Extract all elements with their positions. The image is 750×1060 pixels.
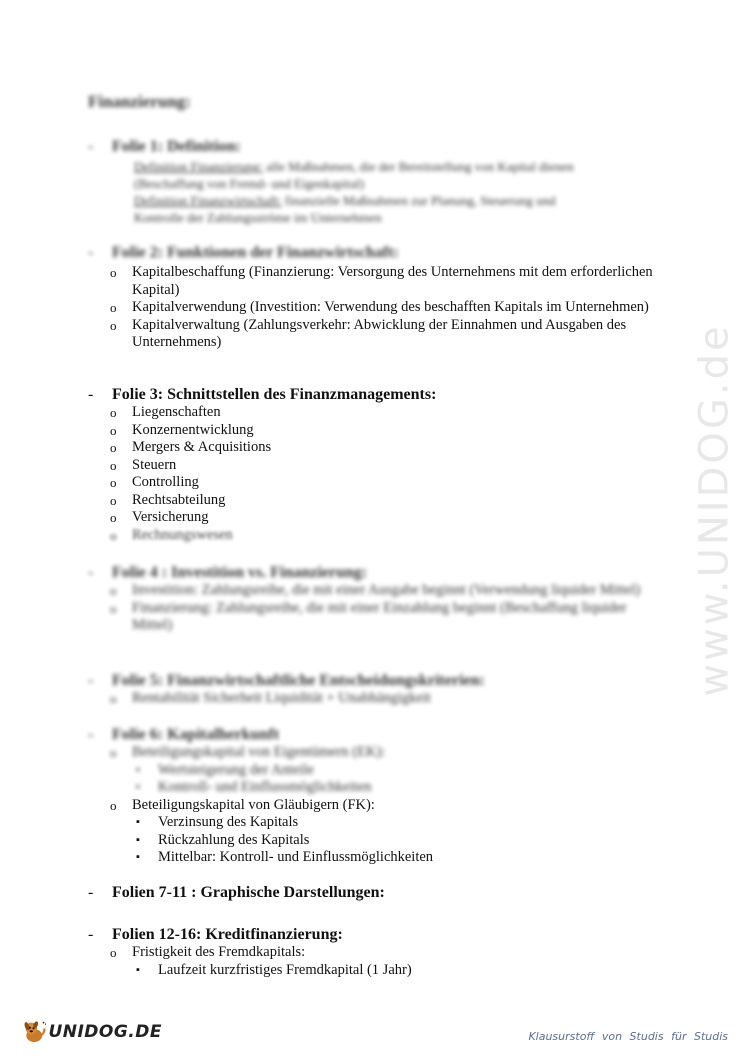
list-item: o Versicherung xyxy=(110,509,209,525)
list-item: o Controlling xyxy=(110,474,199,490)
list-item: o Finanzierung: Zahlungsreihe, die mit einer Einzahlung beginnt (Beschaffung liquider Mittel) xyxy=(110,599,627,633)
list-item: o Kapitalverwendung (Investition: Verwendung des beschafften Kapitals im Unternehmen) xyxy=(110,299,649,315)
section-folien-12-16 xyxy=(88,926,668,979)
section-folien-7-11 xyxy=(88,884,668,902)
list-item: o Konzernentwicklung xyxy=(110,421,254,438)
section-folie-4 xyxy=(88,564,668,635)
list-item: o Kapitalverwaltung (Zahlungsverkehr: Abwicklung der Einnahmen und Ausgaben des Unternehmens) xyxy=(110,316,627,350)
definition-line: Definition Finanzwirtschaft: finanzielle Maßnahmen zur Planung, Steuerung und xyxy=(134,193,556,208)
section-heading: - Folie 5: Finanzwirtschaftliche Entscheidungskriterien: xyxy=(88,672,485,689)
section-folie-5 xyxy=(88,672,668,708)
sub-list-item: ▪ Laufzeit kurzfristiges Fremdkapital (1 Jahr) xyxy=(136,961,412,978)
list-item: o Investition: Zahlungsreihe, die mit einer Ausgabe beginnt (Verwendung liquider Mittel) xyxy=(110,582,641,598)
list-item: o Mergers & Acquisitions xyxy=(110,439,272,455)
section-heading: - Folie 6: Kapitalherkunft xyxy=(88,726,280,743)
document-title: Finanzierung: xyxy=(88,92,191,111)
watermark: www.UNIDOG.de xyxy=(692,323,738,697)
list-item: o Rentabilität Sicherheit Liquidität + Unabhängigkeit xyxy=(110,690,431,706)
section-folie-6 xyxy=(88,726,668,867)
sub-list-item: ▪ Mittelbar: Kontroll- und Einflussmöglichkeiten xyxy=(136,849,434,865)
list-item: o Beteiligungskapital von Eigentümern (EK): ▪ Wertsteigerung der Anteile ▪ Kontroll- und Einflussmöglichkeiten xyxy=(88,744,668,797)
section-heading: - Folien 7-11 : Graphische Darstellungen: xyxy=(88,884,385,901)
list-item: o Fristigkeit des Fremdkapitals: ▪ Laufzeit kurzfristiges Fremdkapital (1 Jahr) xyxy=(88,944,668,979)
sub-list-item: ▪ Wertsteigerung der Anteile xyxy=(136,761,314,778)
section-heading: - Folie 2: Funktionen der Finanzwirtschaft: xyxy=(88,244,399,261)
section-heading: - Folie 4 : Investition vs. Finanzierung: xyxy=(88,564,368,581)
sub-list-item: ▪ Rückzahlung des Kapitals xyxy=(136,831,310,848)
list-item: o Liegenschaften xyxy=(110,404,221,420)
list-item: o Rechnungswesen xyxy=(110,526,233,543)
section-folie-1 xyxy=(88,138,668,226)
dog-icon xyxy=(22,1015,46,1049)
list-item: o Rechtsabteilung xyxy=(110,491,226,508)
footer-logo[interactable] xyxy=(22,1014,162,1050)
sub-list-item: ▪ Kontroll- und Einflussmöglichkeiten xyxy=(136,779,372,795)
definition-line: (Beschaffung von Fremd- und Eigenkapital) xyxy=(134,176,365,191)
logo-text: UNIDOG.DE xyxy=(48,1022,162,1042)
section-heading: - Folie 3: Schnittstellen des Finanzmanagements: xyxy=(88,386,437,403)
section-folie-3 xyxy=(88,386,668,544)
sub-list-item: ▪ Verzinsung des Kapitals xyxy=(136,814,299,830)
section-heading: - Folien 12-16: Kreditfinanzierung: xyxy=(88,926,343,943)
list-item: o Steuern xyxy=(110,456,177,473)
list-item: o Kapitalbeschaffung (Finanzierung: Versorgung des Unternehmens mit dem erforderlichen Kapital) xyxy=(110,264,653,298)
list-item: o Beteiligungskapital von Gläubigern (FK): ▪ Verzinsung des Kapitals ▪ Rückzahlung des Kapitals ▪ Mittelbar: Kontroll- und Einflussmöglichkeiten xyxy=(88,797,668,867)
definition-line: Definition Finanzierung: alle Maßnahmen, die der Bereitstellung von Kapital dienen xyxy=(134,159,574,174)
definition-line: Kontrolle der Zahlungsströme im Unternehmen xyxy=(134,210,382,225)
section-heading: - Folie 1: Definition: xyxy=(88,138,241,155)
footer-tagline: Klausurstoff von Studis für Studis xyxy=(528,1030,728,1043)
section-folie-2 xyxy=(88,244,668,352)
